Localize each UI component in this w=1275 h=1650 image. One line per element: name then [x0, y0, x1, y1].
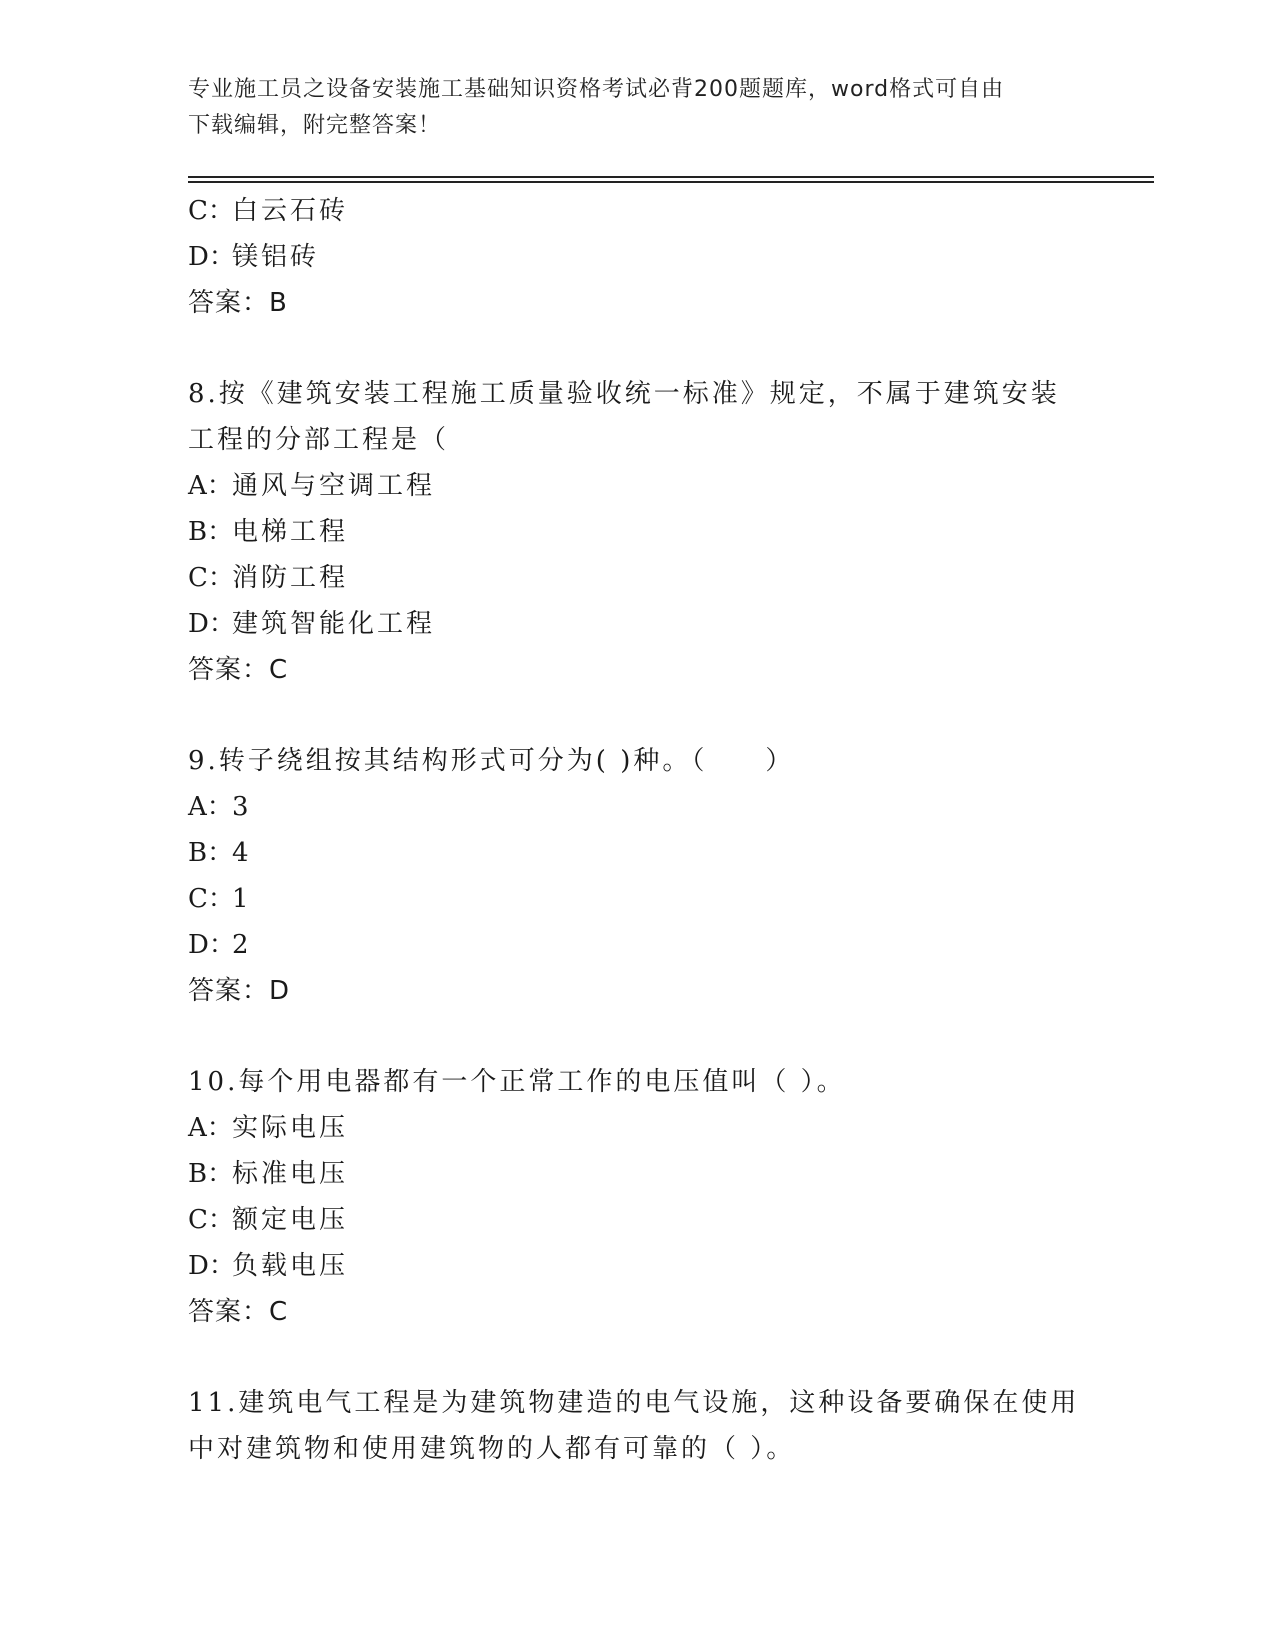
option-c	[188, 1197, 1088, 1243]
option-d	[188, 922, 1088, 968]
option-text: 白云石砖	[232, 196, 349, 226]
option-text: 镁铝砖	[232, 242, 320, 272]
document-header	[188, 72, 1088, 144]
option-d	[188, 234, 1088, 280]
option-d	[188, 1243, 1088, 1289]
header-line-2: 下载编辑，附完整答案！	[188, 113, 442, 138]
option-c	[188, 188, 1088, 234]
option-letter: D：	[188, 242, 235, 272]
question-text-line-1: 11.建筑电气工程是为建筑物建造的电气设施，这种设备要确保在使用	[188, 1388, 1080, 1418]
option-letter: D：	[188, 609, 235, 639]
option-letter: B：	[188, 517, 234, 547]
option-letter: C：	[188, 196, 234, 226]
option-letter: D：	[188, 1251, 235, 1281]
option-a	[188, 463, 1088, 509]
option-a	[188, 1105, 1088, 1151]
option-letter: C：	[188, 884, 234, 914]
question-8	[188, 371, 1088, 693]
header-rule-bottom	[188, 181, 1154, 183]
question-text-line-1: 8.按《建筑安装工程施工质量验收统一标准》规定，不属于建筑安装	[188, 379, 1060, 409]
question-10	[188, 1059, 1088, 1335]
option-c	[188, 876, 1088, 922]
prev-question-block	[188, 188, 1088, 326]
option-letter: B：	[188, 1159, 234, 1189]
option-letter: C：	[188, 1205, 234, 1235]
option-text: 3	[232, 792, 252, 822]
question-text-line-2: 中对建筑物和使用建筑物的人都有可靠的（ ）。	[188, 1434, 796, 1464]
option-text: 通风与空调工程	[232, 471, 436, 501]
option-b	[188, 1151, 1088, 1197]
header-rule-top	[188, 176, 1154, 178]
option-letter: A：	[188, 792, 233, 822]
option-text: 电梯工程	[232, 517, 349, 547]
option-d	[188, 601, 1088, 647]
option-text: 标准电压	[232, 1159, 349, 1189]
option-text: 负载电压	[232, 1251, 349, 1281]
question-text-line-1: 9.转子绕组按其结构形式可分为( )种。（ ）	[188, 746, 795, 776]
answer-line: 答案：C	[188, 655, 289, 685]
option-b	[188, 830, 1088, 876]
option-text: 2	[232, 930, 252, 960]
question-11	[188, 1380, 1088, 1472]
option-text: 1	[232, 884, 252, 914]
answer-line: 答案：D	[188, 976, 291, 1006]
question-content	[188, 188, 1088, 1472]
option-letter: A：	[188, 1113, 233, 1143]
option-letter: D：	[188, 930, 235, 960]
header-line-1: 专业施工员之设备安装施工基础知识资格考试必背200题题库，word格式可自由	[188, 77, 1005, 102]
option-text: 消防工程	[232, 563, 349, 593]
question-9	[188, 738, 1088, 1014]
option-a	[188, 784, 1088, 830]
option-letter: B：	[188, 838, 234, 868]
answer-line: 答案：C	[188, 1297, 289, 1327]
option-letter: A：	[188, 471, 233, 501]
option-text: 建筑智能化工程	[232, 609, 436, 639]
question-text-line-1: 10.每个用电器都有一个正常工作的电压值叫（ ）。	[188, 1067, 846, 1097]
option-b	[188, 509, 1088, 555]
question-text-line-2: 工程的分部工程是（	[188, 425, 450, 455]
answer-line: 答案：B	[188, 288, 288, 318]
option-letter: C：	[188, 563, 234, 593]
option-text: 4	[232, 838, 252, 868]
option-text: 实际电压	[232, 1113, 349, 1143]
option-c	[188, 555, 1088, 601]
option-text: 额定电压	[232, 1205, 349, 1235]
